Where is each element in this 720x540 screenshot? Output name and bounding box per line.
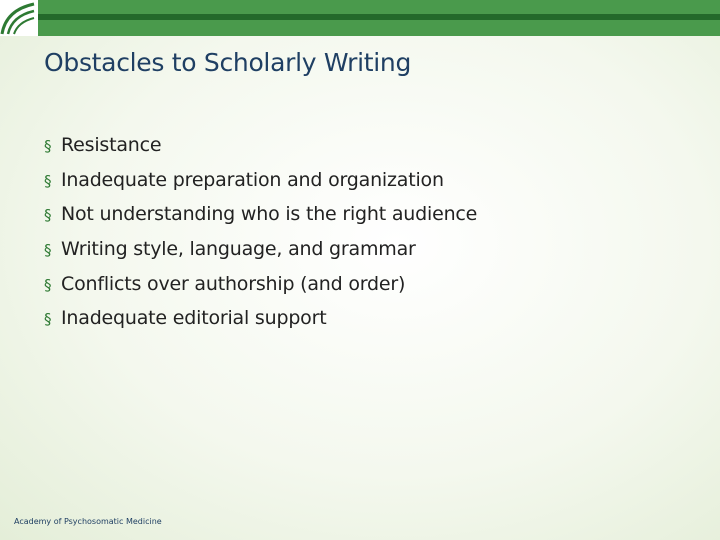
bullet-marker: § [44,275,52,294]
bullet-text: Writing style, language, and grammar [61,238,416,261]
bullet-text: Inadequate preparation and organization [61,168,444,191]
bullet-marker: § [44,241,52,260]
list-item [44,165,477,200]
header-stripe [38,14,720,20]
list-item [44,234,477,269]
bullet-text: Inadequate editorial support [61,307,327,330]
bullet-marker: § [44,171,52,190]
bullet-marker: § [44,310,52,329]
list-item [44,130,477,165]
bullet-text: Conflicts over authorship (and order) [61,272,406,295]
bullet-text: Resistance [61,134,162,156]
bullet-marker: § [44,137,52,155]
list-item [44,303,477,338]
bullet-marker: § [44,206,52,225]
list-item [44,199,477,234]
bullet-text: Not understanding who is the right audience [61,203,478,226]
bullet-list [44,130,477,338]
footer-text: Academy of Psychosomatic Medicine [14,517,162,526]
list-item [44,269,477,304]
slide-title: Obstacles to Scholarly Writing [44,48,412,77]
apm-arc-logo-icon [0,0,38,36]
